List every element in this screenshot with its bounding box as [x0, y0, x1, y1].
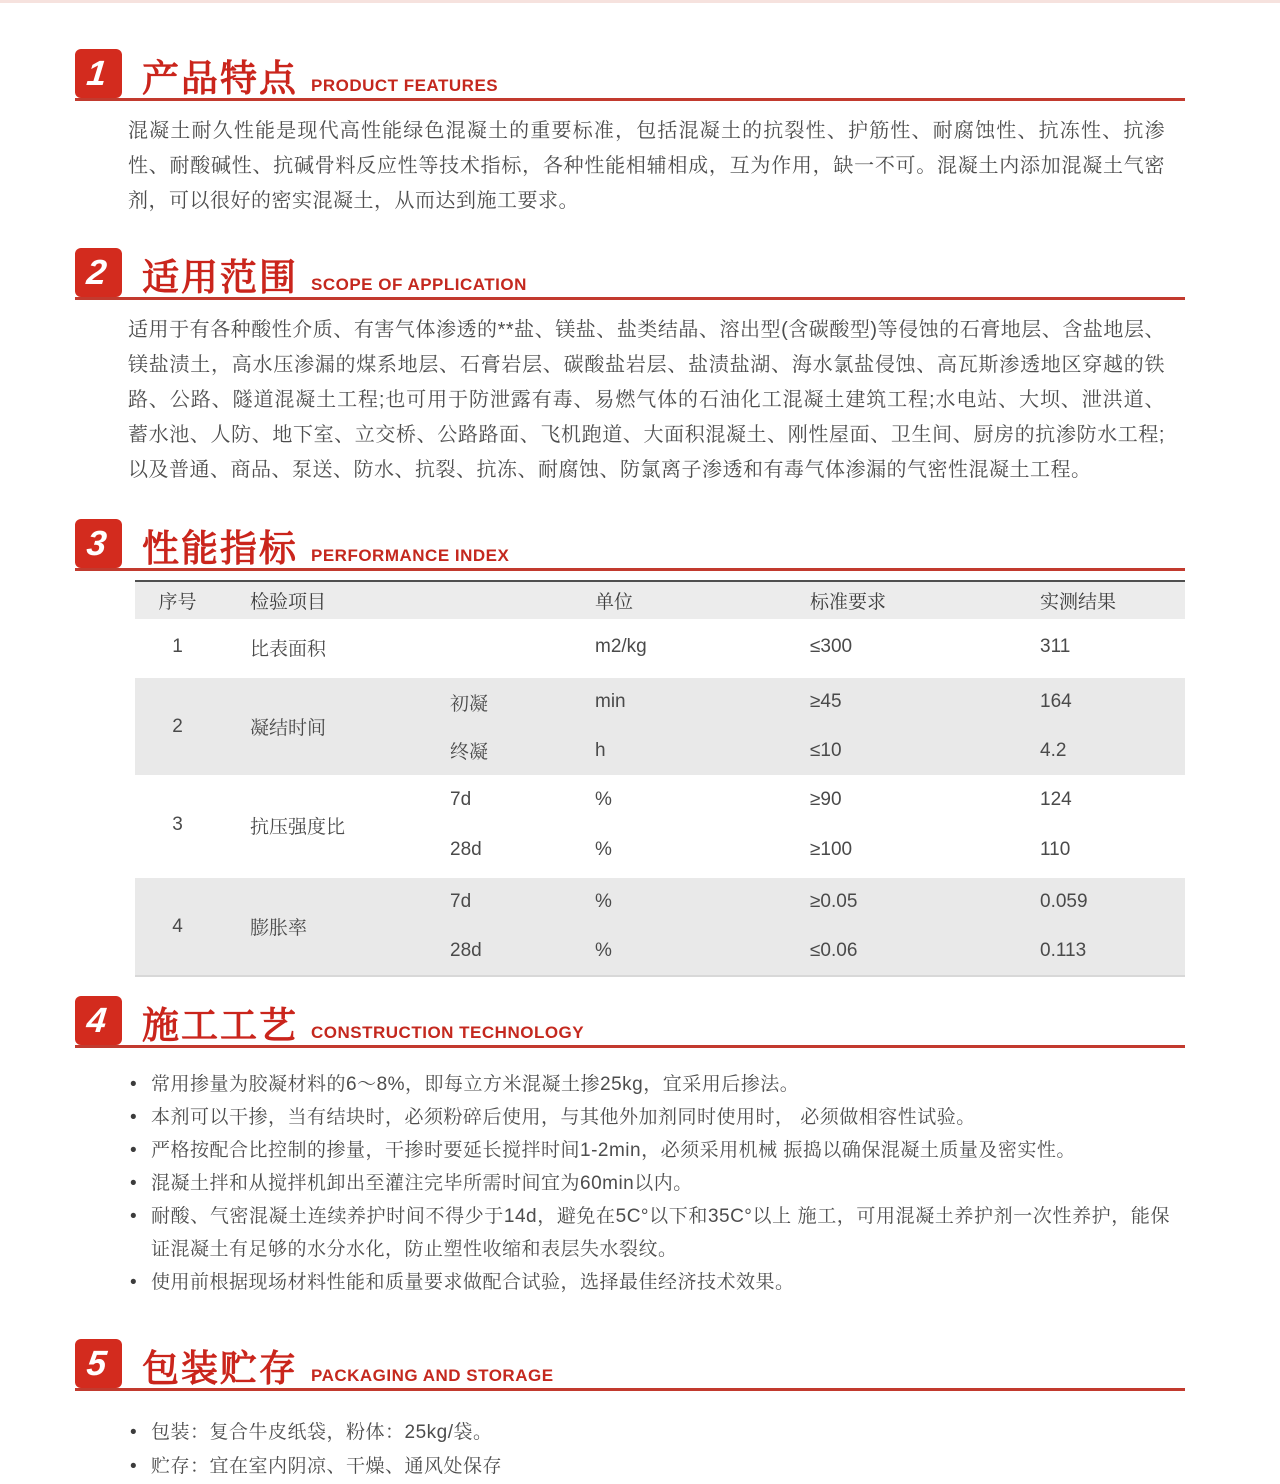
subrow-standard: ≥45	[810, 691, 842, 713]
header-no: 序号	[158, 592, 197, 613]
subrow-result: 164	[1040, 691, 1072, 713]
table-row	[135, 775, 1185, 875]
subrow-label: 28d	[450, 839, 482, 860]
row-item: 膨胀率	[250, 918, 308, 939]
subrow-result: 110	[1040, 839, 1071, 860]
subrow-standard: ≤0.06	[810, 939, 858, 961]
table-row	[135, 619, 1185, 675]
bullet-icon: •	[130, 1107, 138, 1128]
row-unit: m2/kg	[595, 636, 647, 657]
header-unit: 单位	[595, 592, 634, 613]
bullet-text: 使用前根据现场材料性能和质量要求做配合试验，选择最佳经济技术效果。	[151, 1272, 795, 1293]
header-standard: 标准要求	[810, 592, 887, 613]
row-standard: ≤300	[810, 636, 853, 657]
section-header	[75, 996, 1185, 1048]
section-number: 5	[84, 1344, 109, 1383]
bullet-item	[130, 1101, 1170, 1134]
section-title: 产品特点	[142, 58, 298, 99]
subrow-label: 终凝	[450, 742, 489, 764]
section-number: 4	[84, 1001, 109, 1040]
bullet-text: 贮存：宜在室内阴凉、干燥、通风处保存	[151, 1456, 503, 1477]
header-item: 检验项目	[250, 592, 327, 613]
row-item: 凝结时间	[250, 718, 327, 739]
subrow-label: 7d	[450, 789, 472, 810]
section-number-badge	[75, 248, 122, 297]
section-packaging-and-storage	[75, 1339, 1185, 1484]
section-subtitle: PACKAGING AND STORAGE	[311, 1366, 554, 1385]
bullet-text: 混凝土拌和从搅拌机卸出至灌注完毕所需时间宜为60min以内。	[151, 1173, 693, 1194]
row-no: 2	[172, 715, 183, 737]
bullet-item	[130, 1167, 1170, 1200]
table-row	[135, 675, 1185, 775]
bullet-text: 严格按配合比控制的掺量，干掺时要延长搅拌时间1-2min，必须采用机械 振捣以确保混凝土质量及密实性。	[151, 1140, 1076, 1161]
subrow-standard: ≥0.05	[810, 891, 858, 913]
section-title: 性能指标	[142, 528, 298, 569]
row-result: 311	[1040, 636, 1071, 657]
content-column	[75, 0, 1185, 1484]
bullet-item	[130, 1450, 1170, 1484]
section-scope-of-application	[75, 248, 1185, 488]
bullet-item	[130, 1416, 1170, 1450]
row-no: 4	[172, 915, 183, 937]
subrow-unit: h	[595, 739, 606, 761]
section-number: 3	[84, 524, 109, 563]
subrow-result: 0.059	[1040, 891, 1088, 913]
section-header	[75, 248, 1185, 300]
subrow-label: 28d	[450, 939, 482, 961]
subrow-unit: %	[595, 891, 612, 913]
subrow-label: 初凝	[450, 693, 489, 715]
bullet-text: 包装：复合牛皮纸袋，粉体：25kg/袋。	[151, 1422, 493, 1443]
row-no: 3	[172, 814, 183, 835]
section-title: 施工工艺	[142, 1005, 298, 1046]
row-no: 1	[172, 636, 183, 657]
subrow-unit: %	[595, 839, 612, 860]
section-paragraph: 混凝土耐久性能是现代高性能绿色混凝土的重要标准，包括混凝土的抗裂性、护筋性、耐腐蚀性、抗冻性、抗渗性、耐酸碱性、抗碱骨料反应性等技术指标，各种性能相辅相成，互为作用，缺一不可。混凝土内添加混凝土气密剂，可以很好的密实混凝土，从而达到施工要求。	[128, 120, 1165, 212]
section-number: 1	[84, 54, 109, 93]
section-header	[75, 1339, 1185, 1391]
bullet-item	[130, 1200, 1170, 1266]
section-product-features	[75, 49, 1185, 219]
subrow-unit: %	[595, 939, 612, 961]
section-number-badge	[75, 996, 122, 1045]
row-item: 抗压强度比	[250, 816, 346, 838]
bullet-text: 常用掺量为胶凝材料的6～8%，即每立方米混凝土掺25kg，宜采用后掺法。	[151, 1074, 800, 1095]
bullet-icon: •	[130, 1140, 138, 1161]
packaging-bullet-list	[130, 1416, 1170, 1484]
section-header	[75, 519, 1185, 571]
bullet-icon: •	[130, 1456, 138, 1477]
subrow-standard: ≤10	[810, 739, 842, 761]
section-subtitle: PRODUCT FEATURES	[311, 76, 499, 95]
bullet-item	[130, 1068, 1170, 1101]
section-construction-technology	[75, 996, 1185, 1299]
bullet-text: 耐酸、气密混凝土连续养护时间不得少于14d，避免在5C°以下和35C°以上 施工，可用混凝土养护剂一次性养护，能保证混凝土有足够的水分水化，防止塑性收缩和表层失水裂纹。	[151, 1206, 1170, 1260]
subrow-unit: %	[595, 789, 612, 810]
bullet-icon: •	[130, 1206, 138, 1227]
table-header-row	[135, 582, 1185, 619]
section-number-badge	[75, 519, 122, 568]
bullet-icon: •	[130, 1422, 138, 1443]
subrow-result: 0.113	[1040, 939, 1087, 961]
subrow-result: 4.2	[1040, 739, 1067, 761]
bullet-icon: •	[130, 1074, 138, 1095]
table-row	[135, 875, 1185, 975]
construction-bullet-list	[130, 1068, 1170, 1299]
bullet-icon: •	[130, 1173, 138, 1194]
performance-table	[135, 580, 1185, 977]
subrow-standard: ≥90	[810, 789, 842, 810]
section-title: 适用范围	[142, 257, 298, 298]
section-title: 包装贮存	[142, 1348, 298, 1389]
bullet-item	[130, 1266, 1170, 1299]
section-paragraph: 适用于有各种酸性介质、有害气体渗透的**盐、镁盐、盐类结晶、溶出型(含碳酸型)等侵蚀的石膏地层、含盐地层、镁盐渍土，高水压渗漏的煤系地层、石膏岩层、碳酸盐岩层、盐渍盐湖、海水氯盐侵蚀、高瓦斯渗透地区穿越的铁路、公路、隧道混凝土工程;也可用于防泄露有毒、易燃气体的石油化工混凝土建筑工程;水电站、大坝、泄洪道、蓄水池、人防、地下室、立交桥、公路路面、飞机跑道、大面积混凝土、刚性屋面、卫生间、厨房的抗渗防水工程;以及普通、商品、泵送、防水、抗裂、抗冻、耐腐蚀、防氯离子渗透和有毒气体渗漏的气密性混凝土工程。	[128, 319, 1165, 481]
section-header	[75, 49, 1185, 101]
section-number: 2	[84, 253, 109, 292]
bullet-icon: •	[130, 1272, 138, 1293]
bullet-text: 本剂可以干掺，当有结块时，必须粉碎后使用，与其他外加剂同时使用时， 必须做相容性试验。	[151, 1107, 976, 1128]
section-subtitle: CONSTRUCTION TECHNOLOGY	[311, 1023, 585, 1042]
section-subtitle: SCOPE OF APPLICATION	[311, 275, 527, 294]
row-item: 比表面积	[250, 638, 327, 660]
section-number-badge	[75, 49, 122, 98]
subrow-standard: ≥100	[810, 839, 853, 860]
subrow-unit: min	[595, 691, 626, 713]
section-number-badge	[75, 1339, 122, 1388]
bullet-item	[130, 1134, 1170, 1167]
section-subtitle: PERFORMANCE INDEX	[311, 546, 510, 565]
header-result: 实测结果	[1040, 592, 1117, 613]
subrow-label: 7d	[450, 891, 472, 913]
subrow-result: 124	[1040, 789, 1072, 810]
section-performance-index	[75, 519, 1185, 977]
